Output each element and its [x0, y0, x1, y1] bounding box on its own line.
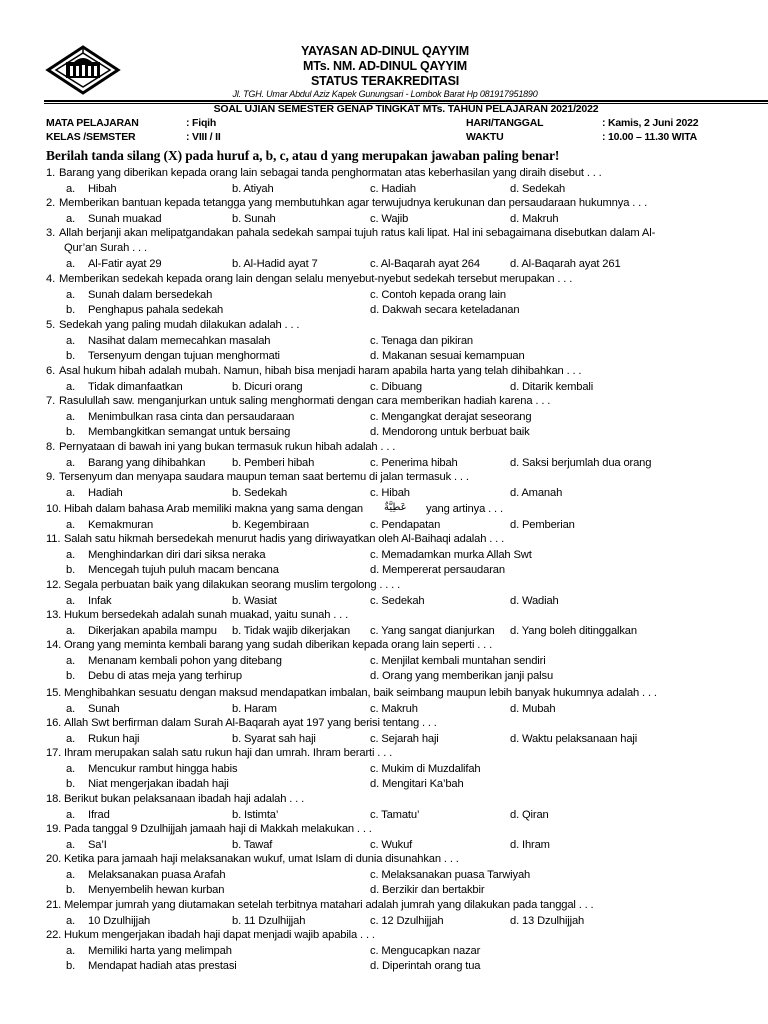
option-letter-b: b. [66, 884, 76, 896]
option-a: Mencukur rambut hingga habis [88, 763, 238, 775]
option-b: b. Atiyah [232, 183, 274, 195]
question-text-tail: yang artinya . . . [426, 503, 503, 515]
question-number: 10. [46, 503, 62, 515]
option-d: d. Berzikir dan bertakbir [370, 884, 485, 896]
exam-title: SOAL UJIAN SEMESTER GENAP TINGKAT MTs. TAHUN PELAJARAN 2021/2022 [213, 103, 599, 115]
subject-label: MATA PELAJARAN [46, 117, 139, 129]
question-number: 4. [46, 273, 56, 285]
option-c: c. Tamatu’ [370, 809, 420, 821]
option-c: c. Pendapatan [370, 519, 441, 531]
option-letter-b: b. [66, 350, 76, 362]
option-b: b. 11 Dzulhijjah [232, 915, 306, 927]
option-d: d. Qiran [510, 809, 549, 821]
option-letter-a: a. [66, 595, 76, 607]
option-letter-a: a. [66, 733, 76, 745]
question-number: 13. [46, 609, 62, 621]
option-letter-a: a. [66, 703, 76, 715]
option-c: c. Contoh kepada orang lain [370, 289, 506, 301]
option-d: d. Mempererat persaudaran [370, 564, 505, 576]
option-d: d. Makanan sesuai kemampuan [370, 350, 525, 362]
option-c: c. Penerima hibah [370, 457, 458, 469]
question-text: Qur’an Surah . . . [64, 242, 147, 254]
option-a: Sunah dalam bersedekah [88, 289, 213, 301]
option-a: Rukun haji [88, 733, 140, 745]
option-c: c. Makruh [370, 703, 418, 715]
option-c: c. Hibah [370, 487, 410, 499]
question-number: 18. [46, 793, 62, 805]
option-a: Tidak dimanfaatkan [88, 381, 183, 393]
option-a: Barang yang dihibahkan [88, 457, 206, 469]
option-b: b. Wasiat [232, 595, 277, 607]
option-letter-a: a. [66, 869, 76, 881]
option-c: c. 12 Dzulhijjah [370, 915, 444, 927]
question-number: 22. [46, 929, 62, 941]
option-b: b. Tidak wajib dikerjakan [232, 625, 351, 637]
option-d: d. Diperintah orang tua [370, 960, 481, 972]
option-c: c. Sedekah [370, 595, 425, 607]
question-text: Hukum mengerjakan ibadah haji dapat menjadi wajib apabila . . . [64, 929, 375, 941]
option-a: Infak [88, 595, 112, 607]
option-letter-b: b. [66, 778, 76, 790]
question-text: Asal hukum hibah adalah mubah. Namun, hibah bisa menjadi haram apabila harta yang telah dihibahkan . . . [59, 365, 582, 377]
question-text: Barang yang diberikan kepada orang lain sebagai tanda penghormatan atas keberhasilan yang diraih disebut . . . [59, 167, 602, 179]
option-b: b. Sunah [232, 213, 276, 225]
option-c: c. Wukuf [370, 839, 413, 851]
question-text: Ihram merupakan salah satu rukun haji dan umrah. Ihram berarti . . . [64, 747, 393, 759]
option-c: c. Yang sangat dianjurkan [370, 625, 495, 637]
option-letter-a: a. [66, 335, 76, 347]
option-c: c. Melaksanakan puasa Tarwiyah [370, 869, 531, 881]
option-a: Hibah [88, 183, 117, 195]
option-a: Menghindarkan diri dari siksa neraka [88, 549, 266, 561]
question-number: 19. [46, 823, 62, 835]
option-b: b. Sedekah [232, 487, 288, 499]
question-number: 20. [46, 853, 62, 865]
question-text: Hukum bersedekah adalah sunah muakad, yaitu sunah . . . [64, 609, 349, 621]
foundation-name: YAYASAN AD-DINUL QAYYIM [301, 44, 469, 58]
date-label: HARI/TANGGAL [466, 117, 544, 129]
option-b: b. Haram [232, 703, 277, 715]
option-b: b. Syarat sah haji [232, 733, 316, 745]
option-d: d. Wadiah [510, 595, 559, 607]
question-number: 9. [46, 471, 56, 483]
question-text: Tersenyum dan menyapa saudara maupun teman saat bertemu di jalan termasuk . . . [59, 471, 469, 483]
option-b: Mendapat hadiah atas prestasi [88, 960, 237, 972]
question-number: 21. [46, 899, 62, 911]
option-b: b. Kegembiraan [232, 519, 309, 531]
class-value: : VIII / II [186, 131, 221, 143]
option-d: d. Amanah [510, 487, 563, 499]
question-text: Hibah dalam bahasa Arab memiliki makna yang sama dengan [64, 503, 363, 515]
option-letter-a: a. [66, 655, 76, 667]
option-d: d. Mubah [510, 703, 556, 715]
question-text: Memberikan bantuan kepada tetangga yang membutuhkan agar terwujudnya kerukunan dan persaudaraan hukumnya . . . [59, 197, 648, 209]
question-text: Sedekah yang paling mudah dilakukan adalah . . . [59, 319, 300, 331]
option-letter-b: b. [66, 670, 76, 682]
option-b: b. Pemberi hibah [232, 457, 315, 469]
option-b: Menyembelih hewan kurban [88, 884, 225, 896]
option-a: Melaksanakan puasa Arafah [88, 869, 226, 881]
option-c: c. Mukim di Muzdalifah [370, 763, 481, 775]
question-number: 5. [46, 319, 56, 331]
option-a: Kemakmuran [88, 519, 154, 531]
time-value: : 10.00 – 11.30 WITA [602, 131, 698, 143]
question-number: 1. [46, 167, 56, 179]
question-text: Memberikan sedekah kepada orang lain dengan selalu menyebut-nyebut sedekah tersebut merupakan . . . [59, 273, 573, 285]
option-a: Menimbulkan rasa cinta dan persaudaraan [88, 411, 295, 423]
option-b: b. Al-Hadid ayat 7 [232, 258, 318, 270]
question-number: 15. [46, 687, 62, 699]
option-letter-a: a. [66, 487, 76, 499]
option-letter-a: a. [66, 809, 76, 821]
question-number: 7. [46, 395, 56, 407]
question-text: Pada tanggal 9 Dzulhijjah jamaah haji di Makkah melakukan . . . [64, 823, 372, 835]
question-number: 8. [46, 441, 56, 453]
option-letter-a: a. [66, 945, 76, 957]
option-b: b. Istimta’ [232, 809, 279, 821]
option-letter-a: a. [66, 839, 76, 851]
question-text: Berikut bukan pelaksanaan ibadah haji adalah . . . [64, 793, 305, 805]
option-b: b. Tawaf [232, 839, 273, 851]
header-rule [44, 100, 768, 102]
option-letter-a: a. [66, 213, 76, 225]
question-text: Melempar jumrah yang diutamakan setelah terbitnya matahari adalah jumrah yang dilakukan pada tanggal . . . [64, 899, 594, 911]
option-c: c. Al-Baqarah ayat 264 [370, 258, 480, 270]
option-c: c. Tenaga dan pikiran [370, 335, 473, 347]
school-name: MTs. NM. AD-DINUL QAYYIM [303, 59, 467, 73]
option-d: d. Ditarik kembali [510, 381, 594, 393]
question-text: Segala perbuatan baik yang dilakukan seorang muslim tergolong . . . . [64, 579, 401, 591]
question-text: Salah satu hikmah bersedekah menurut hadis yang diriwayatkan oleh Al-Baihaqi adalah . . . [64, 533, 505, 545]
option-a: Sunah [88, 703, 120, 715]
question-text: Ketika para jamaah haji melaksanakan wukuf, umat Islam di dunia disunahkan . . . [64, 853, 459, 865]
subject-value: : Fiqih [186, 117, 217, 129]
class-label: KELAS /SEMSTER [46, 131, 136, 143]
time-label: WAKTU [466, 131, 504, 143]
option-c: c. Dibuang [370, 381, 422, 393]
option-letter-b: b. [66, 564, 76, 576]
option-a: Sunah muakad [88, 213, 162, 225]
option-d: d. Mendorong untuk berbuat baik [370, 426, 530, 438]
option-letter-a: a. [66, 289, 76, 301]
option-c: c. Sejarah haji [370, 733, 439, 745]
option-a: Ifrad [88, 809, 110, 821]
option-b: Niat mengerjakan ibadah haji [88, 778, 229, 790]
option-d: d. Pemberian [510, 519, 575, 531]
option-letter-a: a. [66, 411, 76, 423]
question-text: Orang yang meminta kembali barang yang sudah diberikan kepada orang lain seperti . . . [64, 639, 493, 651]
option-d: d. Makruh [510, 213, 559, 225]
option-c: c. Menjilat kembali muntahan sendiri [370, 655, 546, 667]
question-number: 6. [46, 365, 56, 377]
option-d: d. Orang yang memberikan janji palsu [370, 670, 554, 682]
option-letter-a: a. [66, 549, 76, 561]
option-letter-a: a. [66, 763, 76, 775]
option-a: Dikerjakan apabila mampu [88, 625, 217, 637]
option-a: Memiliki harta yang melimpah [88, 945, 232, 957]
option-a: Al-Fatir ayat 29 [88, 258, 162, 270]
option-c: c. Memadamkan murka Allah Swt [370, 549, 532, 561]
option-letter-a: a. [66, 258, 76, 270]
option-b: Membangkitkan semangat untuk bersaing [88, 426, 291, 438]
option-d: d. Ihram [510, 839, 550, 851]
option-b: Mencegah tujuh puluh macam bencana [88, 564, 279, 576]
option-letter-b: b. [66, 426, 76, 438]
option-d: d. Yang boleh ditinggalkan [510, 625, 637, 637]
option-letter-a: a. [66, 625, 76, 637]
option-letter-a: a. [66, 183, 76, 195]
date-value: : Kamis, 2 Juni 2022 [602, 117, 699, 129]
option-a: Hadiah [88, 487, 123, 499]
option-d: d. Mengitari Ka’bah [370, 778, 464, 790]
question-number: 11. [46, 533, 61, 545]
option-letter-b: b. [66, 960, 76, 972]
option-letter-a: a. [66, 457, 76, 469]
option-letter-a: a. [66, 381, 76, 393]
question-text: Allah berjanji akan melipatgandakan pahala sedekah sampai tujuh ratus kali lipat. Hal ini sebagaimana disebutkan dalam Al- [59, 227, 656, 239]
question-number: 12. [46, 579, 62, 591]
option-d: d. Sedekah [510, 183, 566, 195]
question-text: Allah Swt berfirman dalam Surah Al-Baqarah ayat 197 yang berisi tentang . . . [64, 717, 437, 729]
instruction: Berilah tanda silang (X) pada huruf a, b, c, atau d yang merupakan jawaban paling benar! [46, 148, 560, 163]
option-letter-a: a. [66, 915, 76, 927]
option-d: d. Saksi berjumlah dua orang [510, 457, 652, 469]
option-c: c. Hadiah [370, 183, 416, 195]
question-text: Rasulullah saw. menganjurkan untuk saling menghormati dengan cara memberikan hadiah karena . . . [59, 395, 551, 407]
option-a: Sa’I [88, 839, 107, 851]
option-d: d. Dakwah secara keteladanan [370, 304, 520, 316]
option-d: d. Waktu pelaksanaan haji [510, 733, 638, 745]
question-number: 3. [46, 227, 56, 239]
question-number: 2. [46, 197, 56, 209]
question-text: Menghibahkan sesuatu dengan maksud mendapatkan imbalan, baik seimbang maupun lebih banyak hukumnya adalah . . . [64, 687, 657, 699]
option-c: c. Mengangkat derajat seseorang [370, 411, 532, 423]
school-address: Jl. TGH. Umar Abdul Aziz Kapek Gunungsari - Lombok Barat Hp 081917951890 [232, 89, 538, 99]
question-text: Pernyataan di bawah ini yang bukan termasuk rukun hibah adalah . . . [59, 441, 396, 453]
option-b: Debu di atas meja yang terhirup [88, 670, 242, 682]
question-number: 17. [46, 747, 62, 759]
option-letter-b: b. [66, 304, 76, 316]
accreditation-status: STATUS TERAKREDITASI [310, 74, 460, 88]
option-d: d. Al-Baqarah ayat 261 [510, 258, 621, 270]
option-b: b. Dicuri orang [232, 381, 303, 393]
option-c: c. Wajib [370, 213, 409, 225]
option-b: Penghapus pahala sedekah [88, 304, 224, 316]
school-logo [44, 44, 122, 96]
arabic-term: عَطِيَّةٌ [384, 502, 407, 513]
question-number: 16. [46, 717, 62, 729]
option-c: c. Mengucapkan nazar [370, 945, 481, 957]
option-a: 10 Dzulhijjah [88, 915, 151, 927]
option-d: d. 13 Dzulhijjah [510, 915, 585, 927]
question-number: 14. [46, 639, 62, 651]
option-letter-a: a. [66, 519, 76, 531]
option-b: Tersenyum dengan tujuan menghormati [88, 350, 280, 362]
option-a: Nasihat dalam memecahkan masalah [88, 335, 271, 347]
option-a: Menanam kembali pohon yang ditebang [88, 655, 282, 667]
